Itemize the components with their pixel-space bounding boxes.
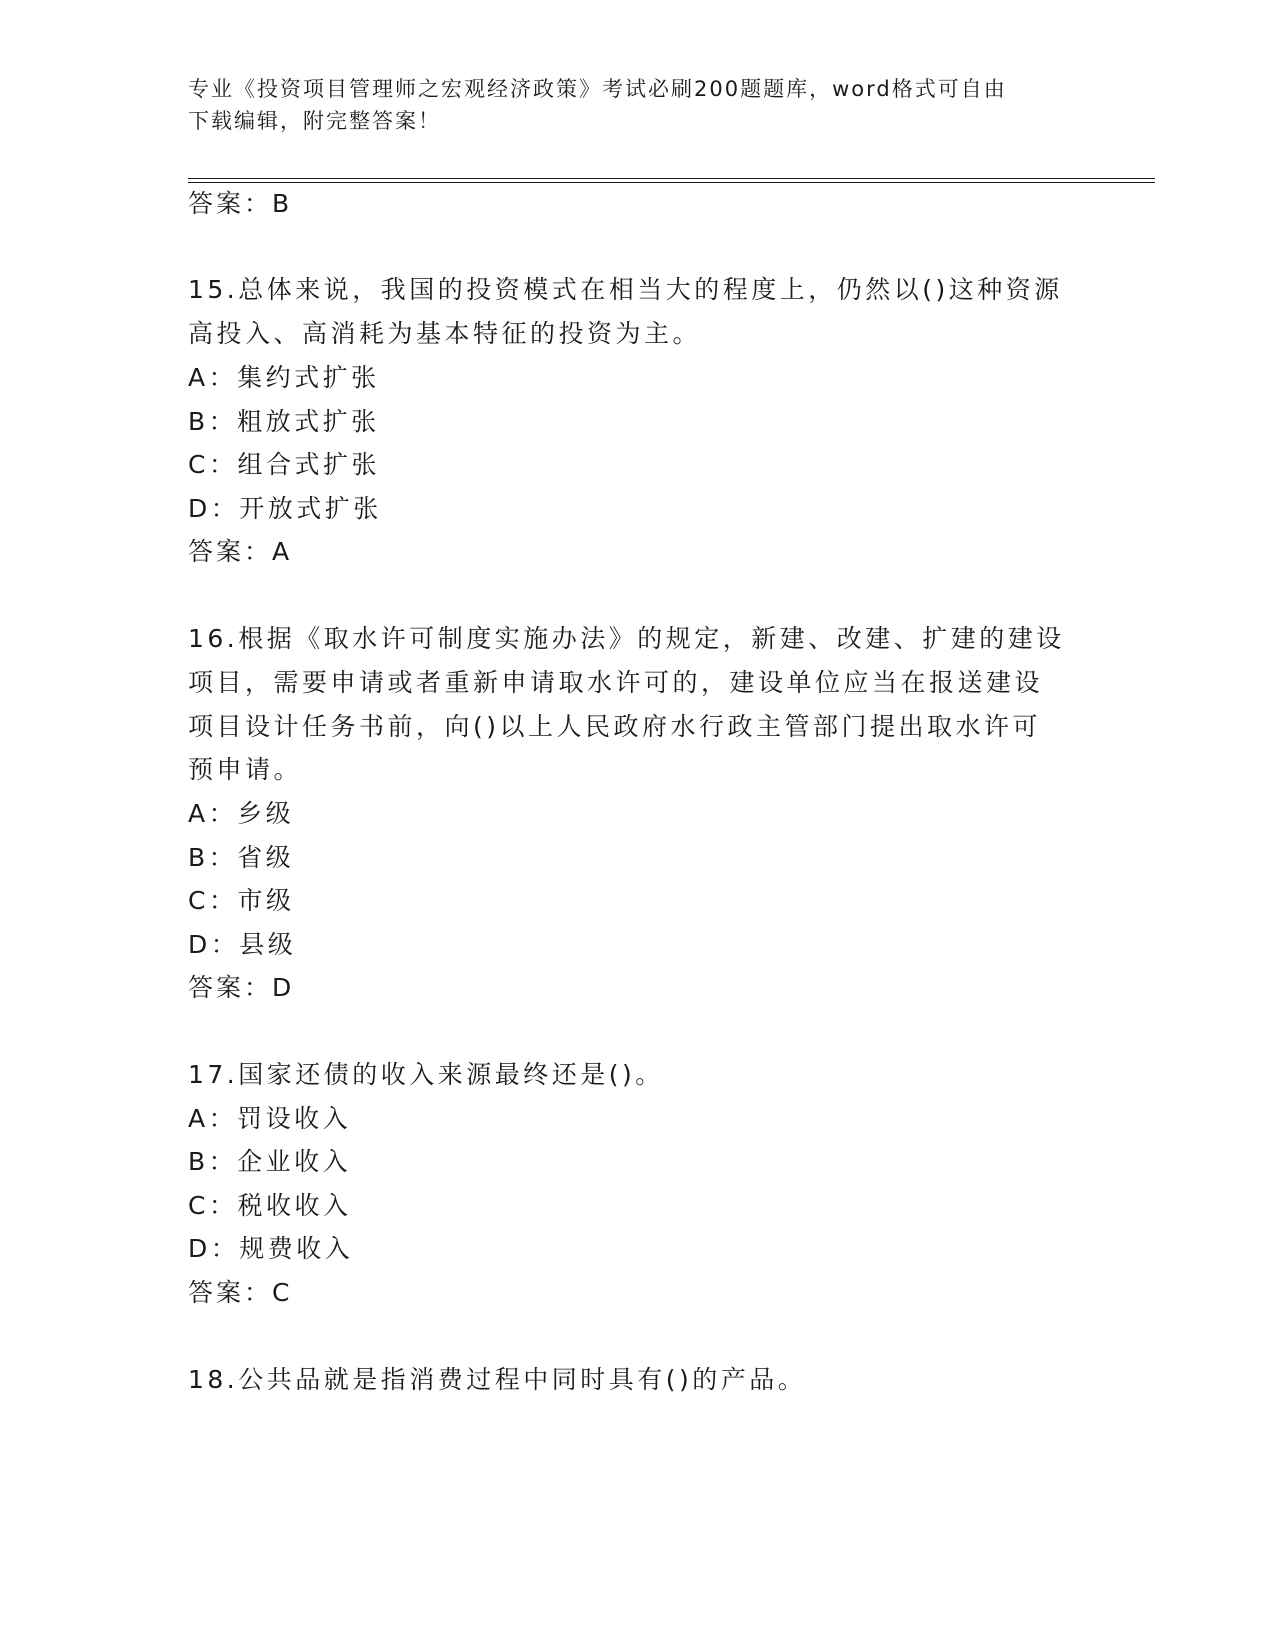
q16-stem-line-2: 项目，需要申请或者重新申请取水许可的，建设单位应当在报送建设 <box>188 668 1044 697</box>
q15-stem-line-2: 高投入、高消耗为基本特征的投资为主。 <box>188 319 702 348</box>
q18-stem-line-1: 18.公共品就是指消费过程中同时具有()的产品。 <box>188 1365 807 1394</box>
q17-stem-line-1: 17.国家还债的收入来源最终还是()。 <box>188 1060 664 1089</box>
q16-option-c: C：市级 <box>188 886 295 915</box>
q15-stem-line-1: 15.总体来说，我国的投资模式在相当大的程度上，仍然以()这种资源 <box>188 275 1063 304</box>
q16-option-d: D：县级 <box>188 930 297 959</box>
q17-option-d: D：规费收入 <box>188 1234 354 1263</box>
answer-prev: 答案：B <box>188 189 293 218</box>
q15-option-c: C：组合式扩张 <box>188 450 380 479</box>
q15-answer: 答案：A <box>188 537 293 566</box>
q17-option-b: B：企业收入 <box>188 1147 352 1176</box>
header-divider-bottom <box>188 182 1155 183</box>
q16-stem-line-3: 项目设计任务书前，向()以上人民政府水行政主管部门提出取水许可 <box>188 712 1042 741</box>
q16-answer: 答案：D <box>188 973 295 1002</box>
q17-option-a: A：罚设收入 <box>188 1104 352 1133</box>
q16-option-b: B：省级 <box>188 843 295 872</box>
document-header <box>188 73 1088 137</box>
q15-option-d: D：开放式扩张 <box>188 494 382 523</box>
q17-answer: 答案：C <box>188 1278 293 1307</box>
header-line-1: 专业《投资项目管理师之宏观经济政策》考试必刷200题题库，word格式可自由 <box>188 77 1007 101</box>
q16-option-a: A：乡级 <box>188 799 295 828</box>
header-line-2: 下载编辑，附完整答案！ <box>188 109 441 133</box>
q17-option-c: C：税收收入 <box>188 1191 352 1220</box>
q16-stem-line-4: 预申请。 <box>188 755 303 784</box>
q15-option-a: A：集约式扩张 <box>188 363 380 392</box>
header-divider-top <box>188 178 1155 179</box>
q16-stem-line-1: 16.根据《取水许可制度实施办法》的规定，新建、改建、扩建的建设 <box>188 624 1065 653</box>
q15-option-b: B：粗放式扩张 <box>188 407 380 436</box>
